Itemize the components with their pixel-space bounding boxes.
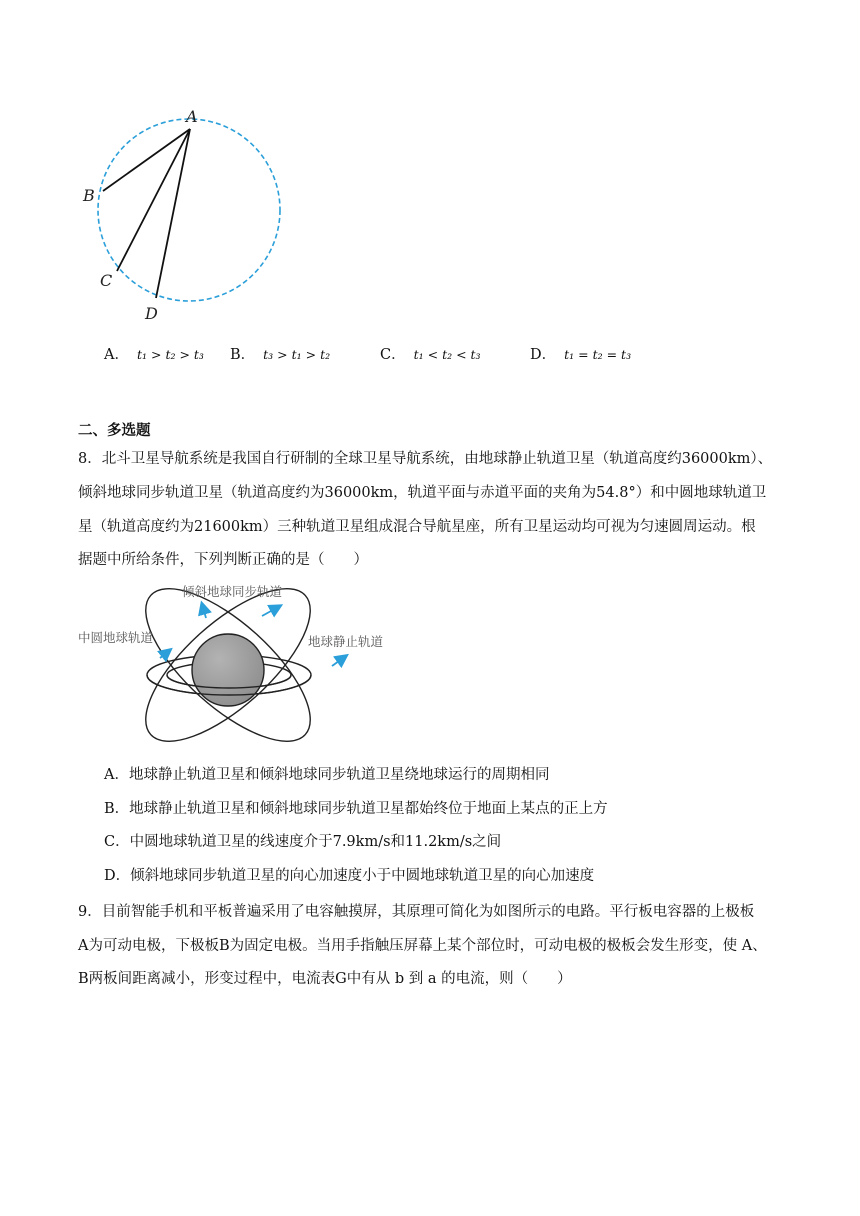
label-geo-orbit: 地球静止轨道 [308, 634, 384, 649]
arrow-inclined-2 [262, 606, 280, 616]
option-expr: t₁ < t₂ < t₃ [413, 347, 481, 362]
option-expr: t₃ > t₁ > t₂ [263, 347, 331, 362]
chord-ab [103, 129, 190, 191]
chord-ad [156, 129, 190, 298]
q9-line-1: 9．目前智能手机和平板普遍采用了电容触摸屏，其原理可简化为如图所示的电路。平行板电容器的上极板 [78, 904, 755, 920]
q8-option-b[interactable]: B．地球静止轨道卫星和倾斜地球同步轨道卫星都始终位于地面上某点的正上方 [104, 801, 608, 817]
q7-option-d[interactable] [530, 343, 631, 364]
option-expr: t₁ > t₂ > t₃ [136, 347, 204, 362]
label-inclined-orbit: 倾斜地球同步轨道 [182, 584, 283, 599]
q8-orbit-figure [74, 580, 394, 752]
q7-options [0, 343, 860, 363]
q8-line-2: 倾斜地球同步轨道卫星（轨道高度约为36000km，轨道平面与赤道平面的夹角为54.8°）和中圆地球轨道卫 [78, 485, 767, 501]
option-expr: t₁ = t₂ = t₃ [564, 347, 632, 362]
point-label-b: B [83, 186, 95, 205]
q8-option-a[interactable]: A．地球静止轨道卫星和倾斜地球同步轨道卫星绕地球运行的周期相同 [104, 767, 550, 783]
q8-line-1: 8．北斗卫星导航系统是我国自行研制的全球卫星导航系统，由地球静止轨道卫星（轨道高度约36000km）、 [78, 451, 773, 467]
q7-option-c[interactable] [380, 343, 481, 364]
arrow-inclined-1 [202, 604, 206, 618]
q8-line-4: 据题中所给条件，下列判断正确的是（ ） [78, 552, 368, 568]
point-label-c: C [100, 271, 113, 290]
option-key: D． [530, 347, 557, 363]
q9-line-2: A为可动电极，下极板B为固定电极。当用手指触压屏幕上某个部位时，可动电极的极板会发生形变，使 A、 [78, 938, 767, 954]
q8-option-d[interactable]: D．倾斜地球同步轨道卫星的向心加速度小于中圆地球轨道卫星的向心加速度 [104, 868, 595, 884]
arrow-geo [332, 656, 346, 666]
q9-line-3: B两板间距离减小，形变过程中，电流表G中有从 b 到 a 的电流，则（ ） [78, 971, 572, 987]
q7-option-a[interactable] [104, 343, 204, 364]
label-meo-orbit: 中圆地球轨道 [78, 630, 154, 645]
q8-line-3: 星（轨道高度约为21600km）三种轨道卫星组成混合导航星座，所有卫星运动均可视为匀速圆周运动。根 [78, 519, 756, 535]
section-heading: 二、多选题 [78, 423, 151, 439]
point-label-a: A [186, 108, 198, 126]
point-label-d: D [145, 304, 158, 323]
option-key: B． [230, 347, 256, 363]
q8-option-c[interactable]: C．中圆地球轨道卫星的线速度介于7.9km/s和11.2km/s之间 [104, 834, 502, 850]
q7-option-b[interactable] [230, 343, 330, 364]
option-key: A． [104, 347, 129, 363]
chord-ac [117, 129, 190, 271]
option-key: C． [380, 347, 406, 363]
dashed-circle [98, 119, 280, 301]
q7-circle-diagram [78, 108, 298, 328]
